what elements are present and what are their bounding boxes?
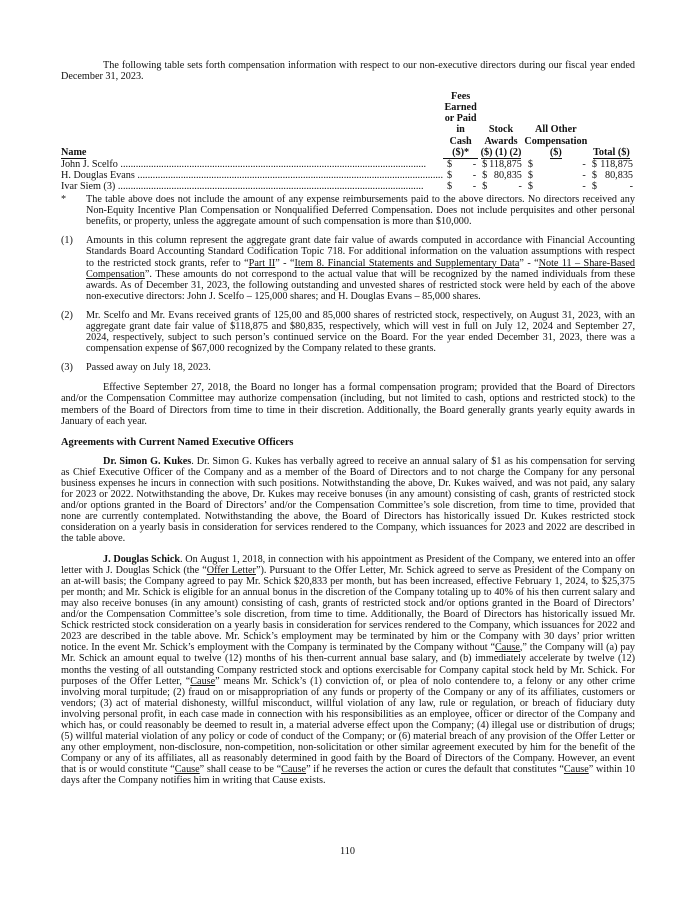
term-cause: Cause: [494, 642, 520, 654]
cell-fees: -: [472, 180, 477, 192]
cell-currency: $: [591, 169, 597, 181]
cell-currency: $: [527, 158, 533, 170]
term-cause: Cause: [281, 764, 307, 776]
compensation-table: [61, 91, 635, 192]
link-item-8[interactable]: Item 8. Financial Statements and Supplementary Data: [294, 257, 520, 269]
term-cause: Cause: [190, 675, 216, 687]
cell-total: 80,835: [604, 169, 633, 181]
row-name: H. Douglas Evans ........................................................................................................................: [61, 169, 444, 181]
cell-stock: -: [518, 180, 522, 192]
cell-currency: $: [447, 180, 453, 192]
cell-currency: $: [482, 180, 488, 192]
row-name: John J. Scelfo ........................................................................................................................: [61, 158, 427, 170]
footnote-2: (2) Mr. Scelfo and Mr. Evans received grants of 125,00 and 85,000 shares of restricted stock, respectively, on August 31, 2023, with an aggregate grant date fair value of $118,875 and $80,835, respectively, which will vest in full on July 12, 2024 and September 27, 2024, respectively, subject to such person’s continued service on the Board. For the year ended December 31, 2023, there was a compensation expense of $67,000 recognized by the Company related to these grants.: [61, 309, 635, 355]
cell-currency: $: [447, 169, 453, 181]
cell-currency: $: [482, 158, 488, 170]
table-row: [61, 170, 635, 181]
footnote-3: (3) Passed away on July 18, 2023.: [61, 362, 211, 374]
page-number: 110: [340, 846, 355, 857]
term-offer-letter: Offer Letter: [206, 564, 256, 576]
cell-currency: $: [527, 180, 533, 192]
cell-other: -: [582, 158, 586, 170]
kukes-paragraph: Dr. Simon G. Kukes. Dr. Simon G. Kukes has verbally agreed to receive an annual salary of $1 as his compensation for serving as Chief Executive Officer of the Company and as a member of the Board of Directors and to not charge the Company for any personal business expenses he incurs in connection with such positions. Notwithstanding the above, Dr. Kukes waived, and was not paid, any salary for 2023 or 2022. Notwithstanding the above, Dr. Kukes may receive bonuses (in any amount) consisting of cash, grants of restricted stock and/or options granted in the Board of Directors’ and/or the Compensation Committee’s sole discretion, from time to time, provided that none are currently contemplated. Notwithstanding the above, the Board of Directors has historically issued Dr. Kukes restricted stock consideration on a yearly basis in consideration for services rendered to the Company, which issuances for 2023 and 2022 are described in the table above.: [61, 455, 635, 545]
cell-currency: $: [447, 158, 453, 170]
cell-total: -: [629, 180, 633, 192]
cell-fees: -: [472, 169, 477, 181]
cell-fees: -: [472, 158, 477, 170]
footnote-star: * The table above does not include the amount of any expense reimbursements paid to the above directors. No directors received any Non-Equity Incentive Plan Compensation or Nonqualified Deferred Compensation. Does not include perquisites and other personal benefits, or property, unless the aggregate amount of such compensation is more than $10,000.: [61, 194, 635, 228]
header-other: All Other Compensation ($): [524, 124, 588, 158]
cell-currency: $: [527, 169, 533, 181]
kukes-name: Dr. Simon G. Kukes: [103, 455, 192, 467]
link-note-11[interactable]: Note 11 – Share-Based Compensation: [86, 257, 636, 280]
cell-currency: $: [591, 180, 597, 192]
cell-other: -: [582, 180, 586, 192]
table-header-row: [61, 91, 635, 159]
cell-stock: 80,835: [493, 169, 522, 181]
header-name: Name: [61, 146, 87, 158]
row-name: Ivar Siem (3) ........................................................................................................................: [61, 180, 424, 192]
table-row: [61, 181, 635, 192]
intro-paragraph: The following table sets forth compensation information with respect to our non-executive directors during our fiscal year ended December 31, 2023.: [61, 60, 635, 83]
schick-name: J. Douglas Schick: [103, 553, 181, 565]
term-cause: Cause: [174, 764, 200, 776]
link-part-ii[interactable]: Part II: [248, 257, 276, 269]
cell-currency: $: [591, 158, 597, 170]
cell-stock: 118,875: [489, 158, 522, 170]
term-cause: Cause: [563, 764, 589, 776]
document-page: [61, 60, 635, 787]
schick-paragraph: J. Douglas Schick. On August 1, 2018, in connection with his appointment as President of the Company, we entered into an offer letter with J. Douglas Schick (the “Offer Letter”). Pursuant to the Offer Letter, Mr. Schick agreed to serve as President of the Company on an at-will basis; the Company agreed to pay Mr. Schick $20,833 per month, but has been increased, effective February 1, 2024, to $25,375 per month; and Mr. Schick is eligible for an annual bonus in the discretion of the Company totaling up to 40% of his then current salary and may also receive bonuses (in any amount) consisting of cash, grants of restricted stock and/or options granted in the Board of Directors’ and/or the Compensation Committee’s sole discretion, from time to time. Additionally, the Board of Directors has historically issued Mr. Schick restricted stock consideration on a yearly basis in consideration for services rendered to the Company, which issuances for 2022 and 2023 are described in the table above. Mr. Schick’s employment may be terminated by him or the Company with 30 days’ prior written notice. In the event Mr. Schick’s employment with the Company is terminated by the Company without “Cause,” the Company will (a) pay Mr. Schick an amount equal to twelve (12) months of his then-current annual base salary, and (b) immediately accelerate by twelve (12) months the vesting of all outstanding Company restricted stock and options exercisable for Company capital stock held by Mr. Schick. For purposes of the Offer Letter, “Cause” means Mr. Schick’s (1) conviction of, or plea of nolo contendere to, a felony or any other crime involving moral turpitude; (2) fraud on or misappropriation of any funds or property of the Company or any of its affiliates, customers or vendors; (3) act of material dishonesty, willful misconduct, willful violation of any law, rule or regulation, or breach of fiduciary duty involving personal profit, in each case made in connection with his responsibilities as an employee, officer or director of the Company and which has, or could reasonably be deemed to result in, a material adverse effect upon the Company; (4) illegal use or distribution of drugs; (5) willful material violation of any policy or code of conduct of the Company; or (6) material breach of any provision of the Offer Letter or any other employment, non-disclosure, non-competition, non-solicitation or other similar agreement executed by him for the benefit of the Company or any of its affiliates, all as reasonably determined in good faith by the Board of Directors of the Company. However, an event that is or would constitute “Cause” shall cease to be “Cause” if he reverses the action or cures the default that constitutes “Cause” within 10 days after the Company notifies him in writing that Cause exists.: [61, 553, 635, 787]
cell-currency: $: [482, 169, 488, 181]
cell-total: 118,875: [600, 158, 633, 170]
table-row: [61, 159, 635, 170]
footnote-1: (1) Amounts in this column represent the aggregate grant date fair value of awards computed in accordance with Financial Accounting Standards Board Accounting Standard Codification Topic 718. For additional information on the valuation assumptions with respect to the restricted stock grants, refer to “Part II” - “Item 8. Financial Statements and Supplementary Data” - “Note 11 – Share-Based Compensation”. These amounts do not correspond to the actual value that will be recognized by the named individuals from these awards. As of December 31, 2023, the following outstanding and unvested shares of restricted stock were held by each of the above non-executive directors: John J. Scelfo – 125,000 shares; and H. Douglas Evans – 85,000 shares.: [61, 235, 636, 302]
header-stock: Stock Awards ($) (1) (2): [480, 124, 522, 158]
effective-paragraph: Effective September 27, 2018, the Board no longer has a formal compensation program; provided that the Board of Directors and/or the Compensation Committee may authorize compensation (including, but not limited to cash, options and restricted stock) to the members of the Board of Directors from time to time in their discretion. Additionally, the Board generally grants yearly equity awards in January of each year.: [61, 382, 635, 427]
section-heading: Agreements with Current Named Executive Officers: [61, 436, 294, 448]
cell-other: -: [582, 169, 586, 181]
header-total: Total ($): [593, 146, 630, 158]
header-fees: Fees Earned or Paid in Cash ($)*: [444, 91, 477, 158]
